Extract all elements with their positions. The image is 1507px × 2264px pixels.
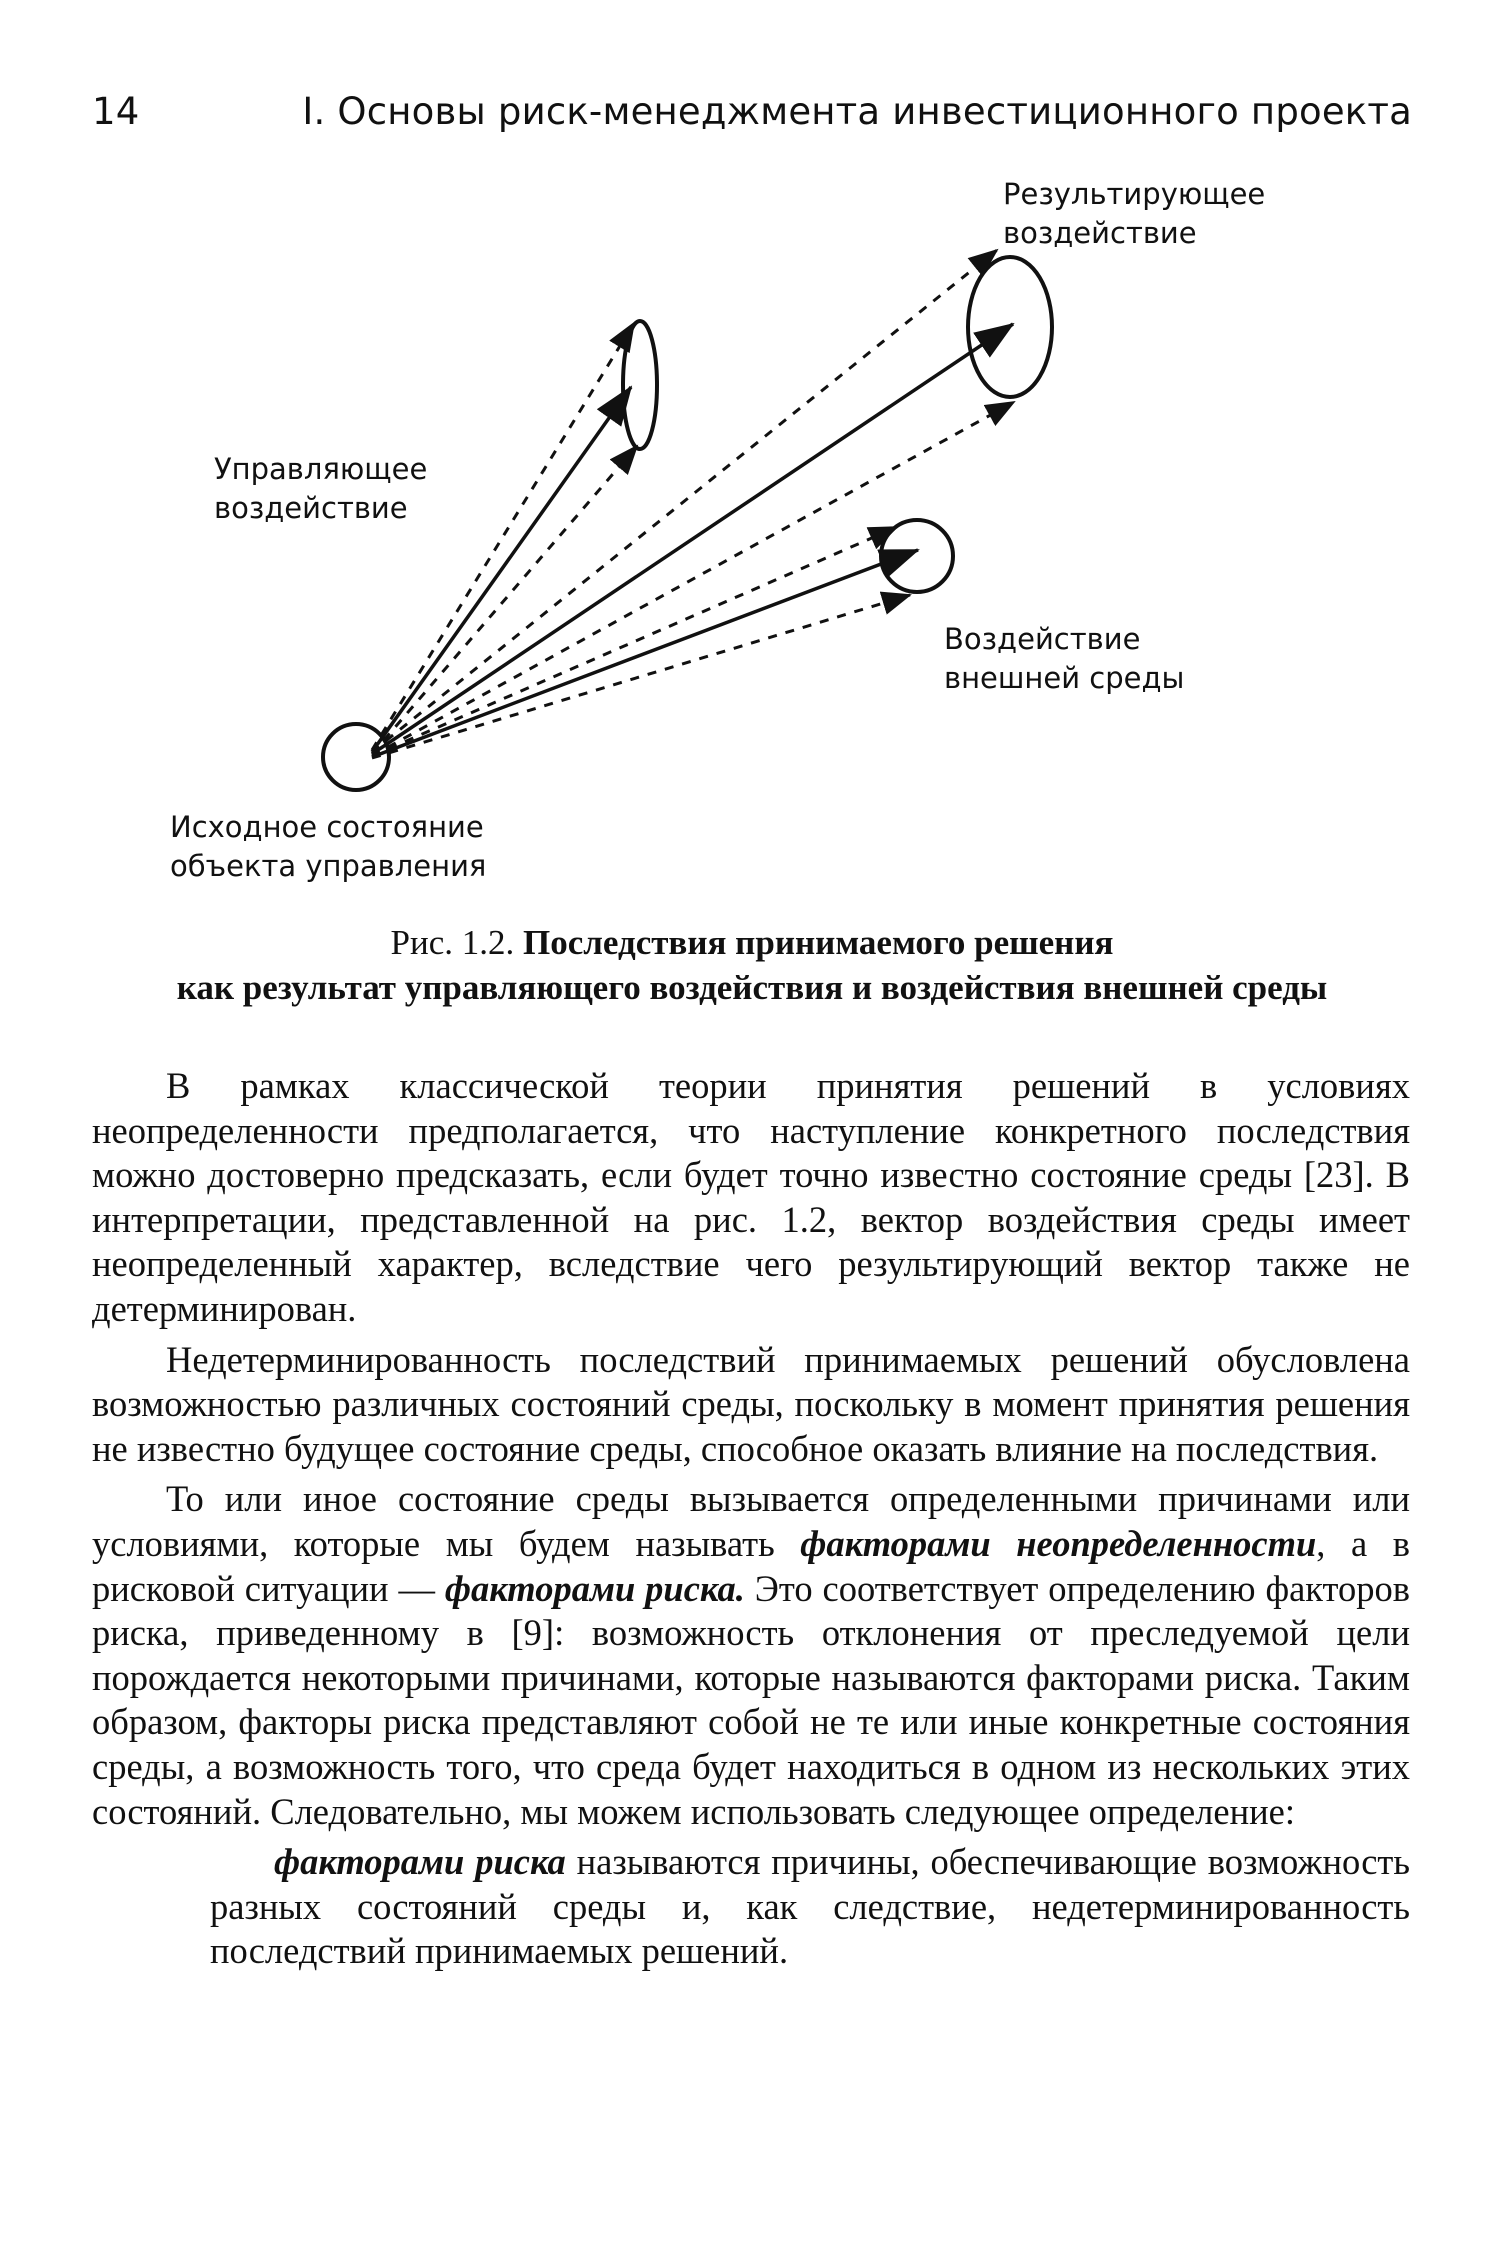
label-environment-line1: Воздействие [944, 622, 1141, 656]
term-uncertainty-factors: факторами неопределенности [800, 1522, 1317, 1564]
body-text [92, 1064, 1410, 1980]
label-resulting-impact [1003, 175, 1265, 253]
paragraph-3-text-a: То или иное состояние среды вызывается определенными причинами или условиями, которые мы будем называть [92, 1478, 1410, 1564]
page-number: 14 [92, 90, 140, 133]
control-vector-dashed-upper [372, 323, 634, 750]
control-ellipse [623, 321, 657, 449]
figure-1-2 [0, 150, 1507, 910]
caption-title-line1: Последствия принимаемого решения [523, 923, 1114, 962]
resulting-vector-solid [372, 324, 1013, 754]
paragraph-3-text-b: , а в рисковой ситуации — [92, 1522, 1410, 1609]
label-initial-line2: объекта управления [170, 849, 487, 883]
label-control-impact [214, 450, 427, 528]
page-header [92, 82, 1412, 142]
caption-number: Рис. 1.2. [390, 923, 515, 962]
paragraph-2: Недетерминированность последствий принимаемых решений обусловлена возможностью различных состояний среды, поскольку в момент принятия решения не известно будущее состояние среды, способное оказать влияние на последствия. [92, 1338, 1410, 1469]
environment-vector-solid [372, 550, 918, 757]
control-vector-solid [372, 387, 631, 752]
paragraph-3-text-c: Это соответствует определению факторов риска, приведенному в [9]: возможность отклонения от преследуемой цели порождается некоторыми причинами, которые называются факторами риска. Таким образом, факторы риска представляют собой не те или иные конкретные состояния среды, а возможность того, что среда будет находиться в одном из нескольких этих состояний. Следовательно, мы можем использовать следующее определение: [92, 1567, 1410, 1832]
label-initial-line1: Исходное состояние [170, 810, 484, 844]
definition-text: называются причины, обеспечивающие возможность разных состояний среды и, как следствие, недетерминированность последствий принимаемых решений. [210, 1841, 1410, 1972]
vector-diagram [0, 150, 1507, 910]
paragraph-1: В рамках классической теории принятия решений в условиях неопределенности предполагается, что наступление конкретного последствия можно достоверно предсказать, если будет точно известно состояние среды [23]. В интерпретации, представленной на рис. 1.2, вектор воздействия среды имеет неопределенный характер, вследствие чего результирующий вектор также не детерминирован. [92, 1065, 1410, 1329]
label-resulting-line1: Результирующее [1003, 177, 1266, 211]
resulting-vector-dashed-lower [372, 402, 1014, 756]
environment-vector-dashed-lower [372, 595, 910, 758]
label-resulting-line2: воздействие [1003, 216, 1197, 250]
caption-title-line2: как результат управляющего воздействия и воздействия внешней среды [176, 968, 1328, 1007]
label-control-line2: воздействие [214, 491, 408, 525]
definition-term: факторами риска [274, 1841, 566, 1883]
label-environment-line2: внешней среды [944, 661, 1185, 695]
label-environment-impact [944, 620, 1184, 698]
figure-caption [92, 920, 1412, 1010]
running-title: I. Основы риск-менеджмента инвестиционного проекта [302, 90, 1412, 133]
term-risk-factors: факторами риска. [444, 1567, 745, 1609]
label-control-line1: Управляющее [214, 452, 428, 486]
label-initial-state [170, 808, 486, 886]
resulting-vector-dashed-upper [372, 250, 997, 752]
paragraph-3 [92, 1477, 1410, 1834]
caption-line-1 [92, 920, 1412, 965]
definition-paragraph [210, 1840, 1410, 1974]
